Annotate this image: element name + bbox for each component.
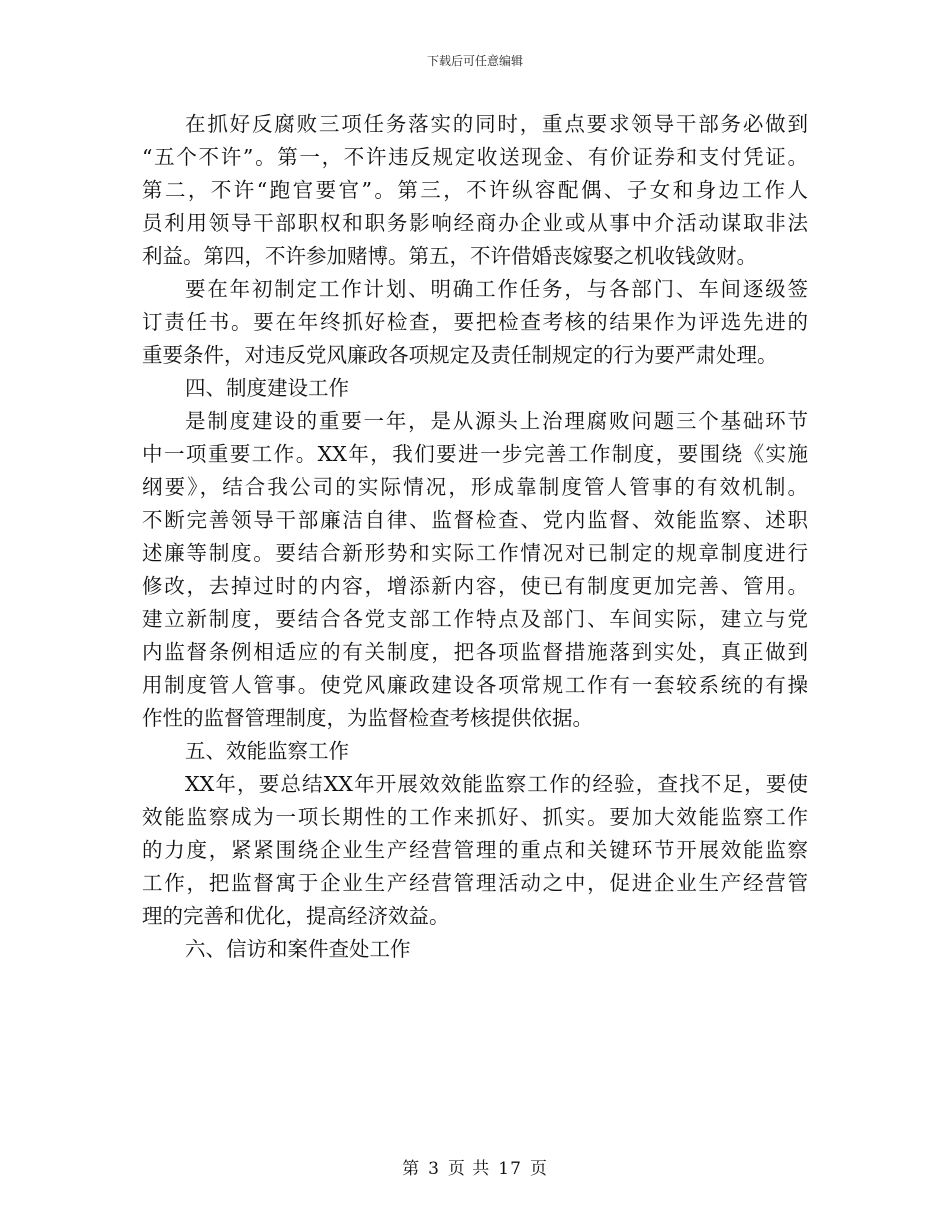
text-line: 作性的监督管理制度，为监督检查考核提供依据。 <box>142 706 593 730</box>
text-line: 重要条件，对违反党风廉政各项规定及责任制规定的行为要严肃处理。 <box>142 343 778 367</box>
footer-total-pages: 17 <box>498 1159 522 1179</box>
text-line: 是制度建设的重要一年，是从源头上治理腐败问题三个基础环节 <box>185 409 808 433</box>
text-line: 建立新制度，要结合各党支部工作特点及部门、车间实际，建立与党 <box>142 607 808 631</box>
footer-prefix: 第 <box>402 1159 421 1179</box>
text-line: 第二，不许“跑官要官”。第三，不许纵容配偶、子女和身边工作人 <box>142 178 808 202</box>
text-line: 不断完善领导干部廉洁自律、监督检查、党内监督、效能监察、述职 <box>142 508 808 532</box>
footer-page-number: 3 <box>428 1159 440 1179</box>
text-line: 理的完善和优化，提高经济效益。 <box>142 904 450 928</box>
text-line: 四、制度建设工作 <box>185 376 349 400</box>
text-line: 内监督条例相适应的有关制度，把各项监督措施落到实处，真正做到 <box>142 640 808 664</box>
footer-suffix: 页 <box>529 1159 548 1179</box>
text-line: 利益。第四，不许参加赌博。第五，不许借婚丧嫁娶之机收钱敛财。 <box>142 244 757 268</box>
text-line: 六、信访和案件查处工作 <box>185 937 411 961</box>
text-line: 五、效能监察工作 <box>185 739 349 763</box>
text-line: 用制度管人管事。使党风廉政建设各项常规工作有一套较系统的有操 <box>142 673 808 697</box>
text-line: 中一项重要工作。XX年，我们要进一步完善工作制度，要围绕《实施 <box>142 442 808 466</box>
text-line: 在抓好反腐败三项任务落实的同时，重点要求领导干部务必做到 <box>185 112 808 136</box>
text-line: 修改，去掉过时的内容，增添新内容，使已有制度更加完善、管用。 <box>142 574 808 598</box>
text-line: XX年，要总结XX年开展效效能监察工作的经验，查找不足，要使 <box>185 772 808 796</box>
text-line: 效能监察成为一项长期性的工作来抓好、抓实。要加大效能监察工作 <box>142 805 808 829</box>
footer-middle: 页 共 <box>447 1159 491 1179</box>
text-line: 订责任书。要在年终抓好检查，要把检查考核的结果作为评选先进的 <box>142 310 808 334</box>
text-line: 工作，把监督寓于企业生产经营管理活动之中，促进企业生产经营管 <box>142 871 808 895</box>
page-header: 下载后可任意编辑 <box>426 54 523 68</box>
page-footer <box>0 1154 950 1179</box>
text-line: “五个不许”。第一，不许违反规定收送现金、有价证券和支付凭证。 <box>142 145 808 169</box>
text-line: 的力度，紧紧围绕企业生产经营管理的重点和关键环节开展效能监察 <box>142 838 808 862</box>
text-line: 纲要》，结合我公司的实际情况，形成靠制度管人管事的有效机制。 <box>142 475 808 499</box>
document-body <box>142 108 808 966</box>
text-line: 述廉等制度。要结合新形势和实际工作情况对已制定的规章制度进行 <box>142 541 808 565</box>
text-line: 员利用领导干部职权和职务影响经商办企业或从事中介活动谋取非法 <box>142 211 808 235</box>
text-line: 要在年初制定工作计划、明确工作任务，与各部门、车间逐级签 <box>185 277 808 301</box>
